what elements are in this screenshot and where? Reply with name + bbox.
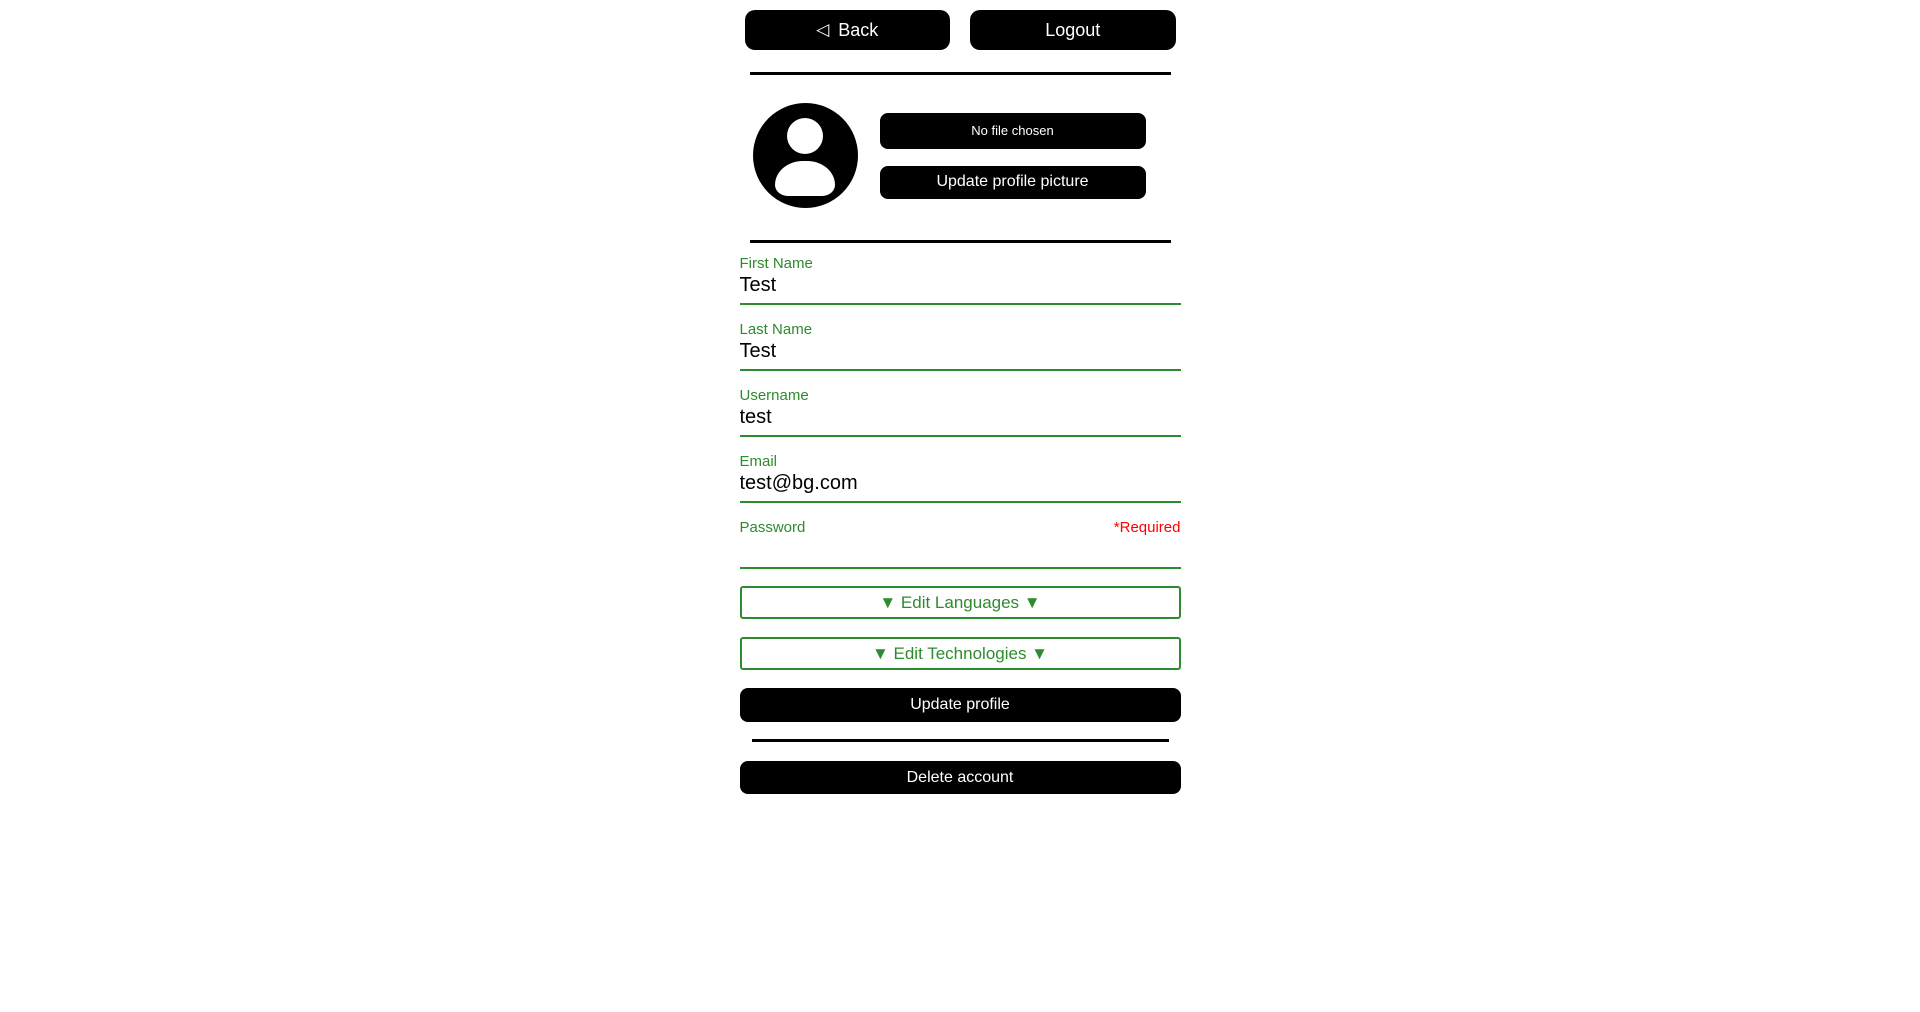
logout-button-label: Logout bbox=[1045, 19, 1101, 40]
update-picture-button[interactable] bbox=[880, 166, 1146, 199]
edit-languages-toggle[interactable] bbox=[740, 586, 1181, 619]
last-name-label: Last Name bbox=[739, 321, 813, 338]
profile-picture-section bbox=[740, 103, 1181, 208]
field-last-name bbox=[740, 322, 1181, 371]
back-button[interactable] bbox=[745, 10, 951, 50]
avatar-head-shape bbox=[787, 118, 823, 154]
last-name-input[interactable] bbox=[740, 338, 1181, 371]
field-first-name bbox=[740, 256, 1181, 305]
picture-buttons bbox=[880, 113, 1146, 199]
required-indicator: *Required bbox=[1113, 519, 1181, 536]
profile-page bbox=[740, 0, 1181, 794]
email-label: Email bbox=[739, 453, 778, 470]
avatar-shoulders-shape bbox=[775, 161, 835, 196]
email-input[interactable] bbox=[740, 470, 1181, 503]
back-button-label: Back bbox=[838, 19, 879, 40]
field-username bbox=[740, 388, 1181, 437]
file-input-button[interactable] bbox=[880, 113, 1146, 149]
first-name-label: First Name bbox=[739, 255, 813, 272]
update-profile-label: Update profile bbox=[910, 696, 1010, 713]
back-arrow-icon: ◁ bbox=[816, 20, 830, 39]
edit-languages-label: ▼ Edit Languages ▼ bbox=[879, 592, 1041, 612]
divider-top bbox=[750, 72, 1171, 75]
username-input[interactable] bbox=[740, 404, 1181, 437]
delete-account-button[interactable] bbox=[740, 761, 1181, 794]
edit-technologies-label: ▼ Edit Technologies ▼ bbox=[871, 643, 1049, 663]
header-row bbox=[740, 10, 1181, 50]
divider-bottom bbox=[752, 739, 1169, 742]
username-label: Username bbox=[739, 387, 809, 404]
password-input[interactable] bbox=[740, 536, 1181, 569]
edit-technologies-toggle[interactable] bbox=[740, 637, 1181, 670]
file-input-label: No file chosen bbox=[971, 123, 1054, 138]
divider-middle bbox=[750, 240, 1171, 243]
logout-button[interactable] bbox=[970, 10, 1176, 50]
profile-form bbox=[740, 256, 1181, 569]
field-password bbox=[740, 520, 1181, 569]
avatar-person-icon bbox=[753, 103, 858, 208]
password-label: Password bbox=[739, 519, 806, 536]
field-email bbox=[740, 454, 1181, 503]
update-picture-label: Update profile picture bbox=[936, 173, 1089, 190]
delete-account-label: Delete account bbox=[906, 768, 1014, 786]
update-profile-button[interactable] bbox=[740, 688, 1181, 722]
first-name-input[interactable] bbox=[740, 272, 1181, 305]
